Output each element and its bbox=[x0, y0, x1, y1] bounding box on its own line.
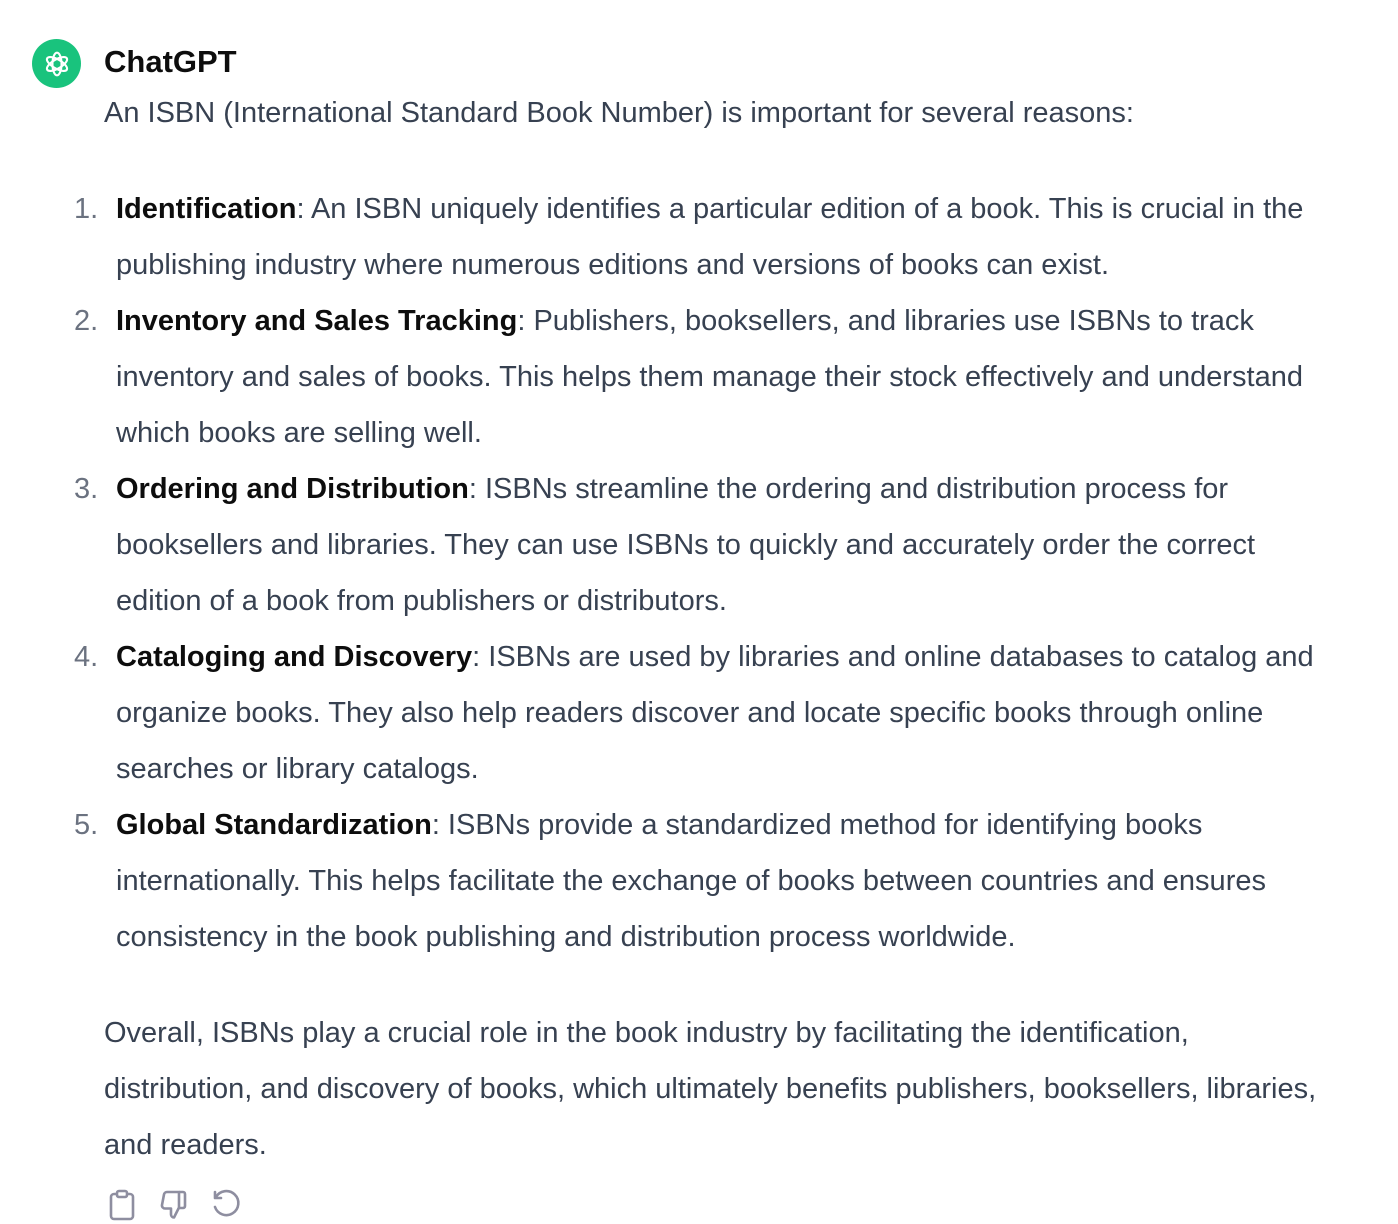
message-actions bbox=[106, 1188, 242, 1222]
list-item: 2. Inventory and Sales Tracking: Publishers, booksellers, and libraries use ISBNs to track inventory and sales of books. This helps them manage their stock effectively and understand which books are selling well. bbox=[74, 305, 1304, 449]
intro-paragraph: An ISBN (International Standard Book Number) is important for several reasons: bbox=[104, 97, 1134, 129]
sender-name: ChatGPT bbox=[104, 44, 237, 79]
chatgpt-avatar bbox=[32, 39, 81, 88]
list-item: 4. Cataloging and Discovery: ISBNs are used by libraries and online databases to catalog and organize books. They also help readers discover and locate specific books through online searches or library catalogs. bbox=[74, 641, 1314, 785]
thumbs-down-icon bbox=[159, 1189, 189, 1221]
reasons-list bbox=[74, 181, 1344, 965]
message-content bbox=[74, 85, 1344, 1173]
list-item: 3. Ordering and Distribution: ISBNs streamline the ordering and distribution process for booksellers and libraries. They can use ISBNs to quickly and accurately order the correct edition of a book from publishers or distributors. bbox=[74, 473, 1256, 617]
copy-button[interactable] bbox=[106, 1188, 138, 1222]
regenerate-icon bbox=[210, 1189, 242, 1221]
list-item: 5. Global Standardization: ISBNs provide a standardized method for identifying books internationally. This helps facilitate the exchange of books between countries and ensures consistency in the book publishing and distribution process worldwide. bbox=[74, 809, 1266, 953]
regenerate-button[interactable] bbox=[210, 1188, 242, 1222]
conclusion-paragraph: Overall, ISBNs play a crucial role in the book industry by facilitating the identification, distribution, and discovery of books, which ultimately benefits publishers, booksellers, libraries, and readers. bbox=[104, 1017, 1317, 1161]
thumbs-down-button[interactable] bbox=[158, 1188, 190, 1222]
list-item: 1. Identification: An ISBN uniquely identifies a particular edition of a book. This is crucial in the publishing industry where numerous editions and versions of books can exist. bbox=[74, 193, 1304, 281]
clipboard-icon bbox=[108, 1189, 136, 1221]
openai-logo-icon bbox=[40, 47, 74, 81]
